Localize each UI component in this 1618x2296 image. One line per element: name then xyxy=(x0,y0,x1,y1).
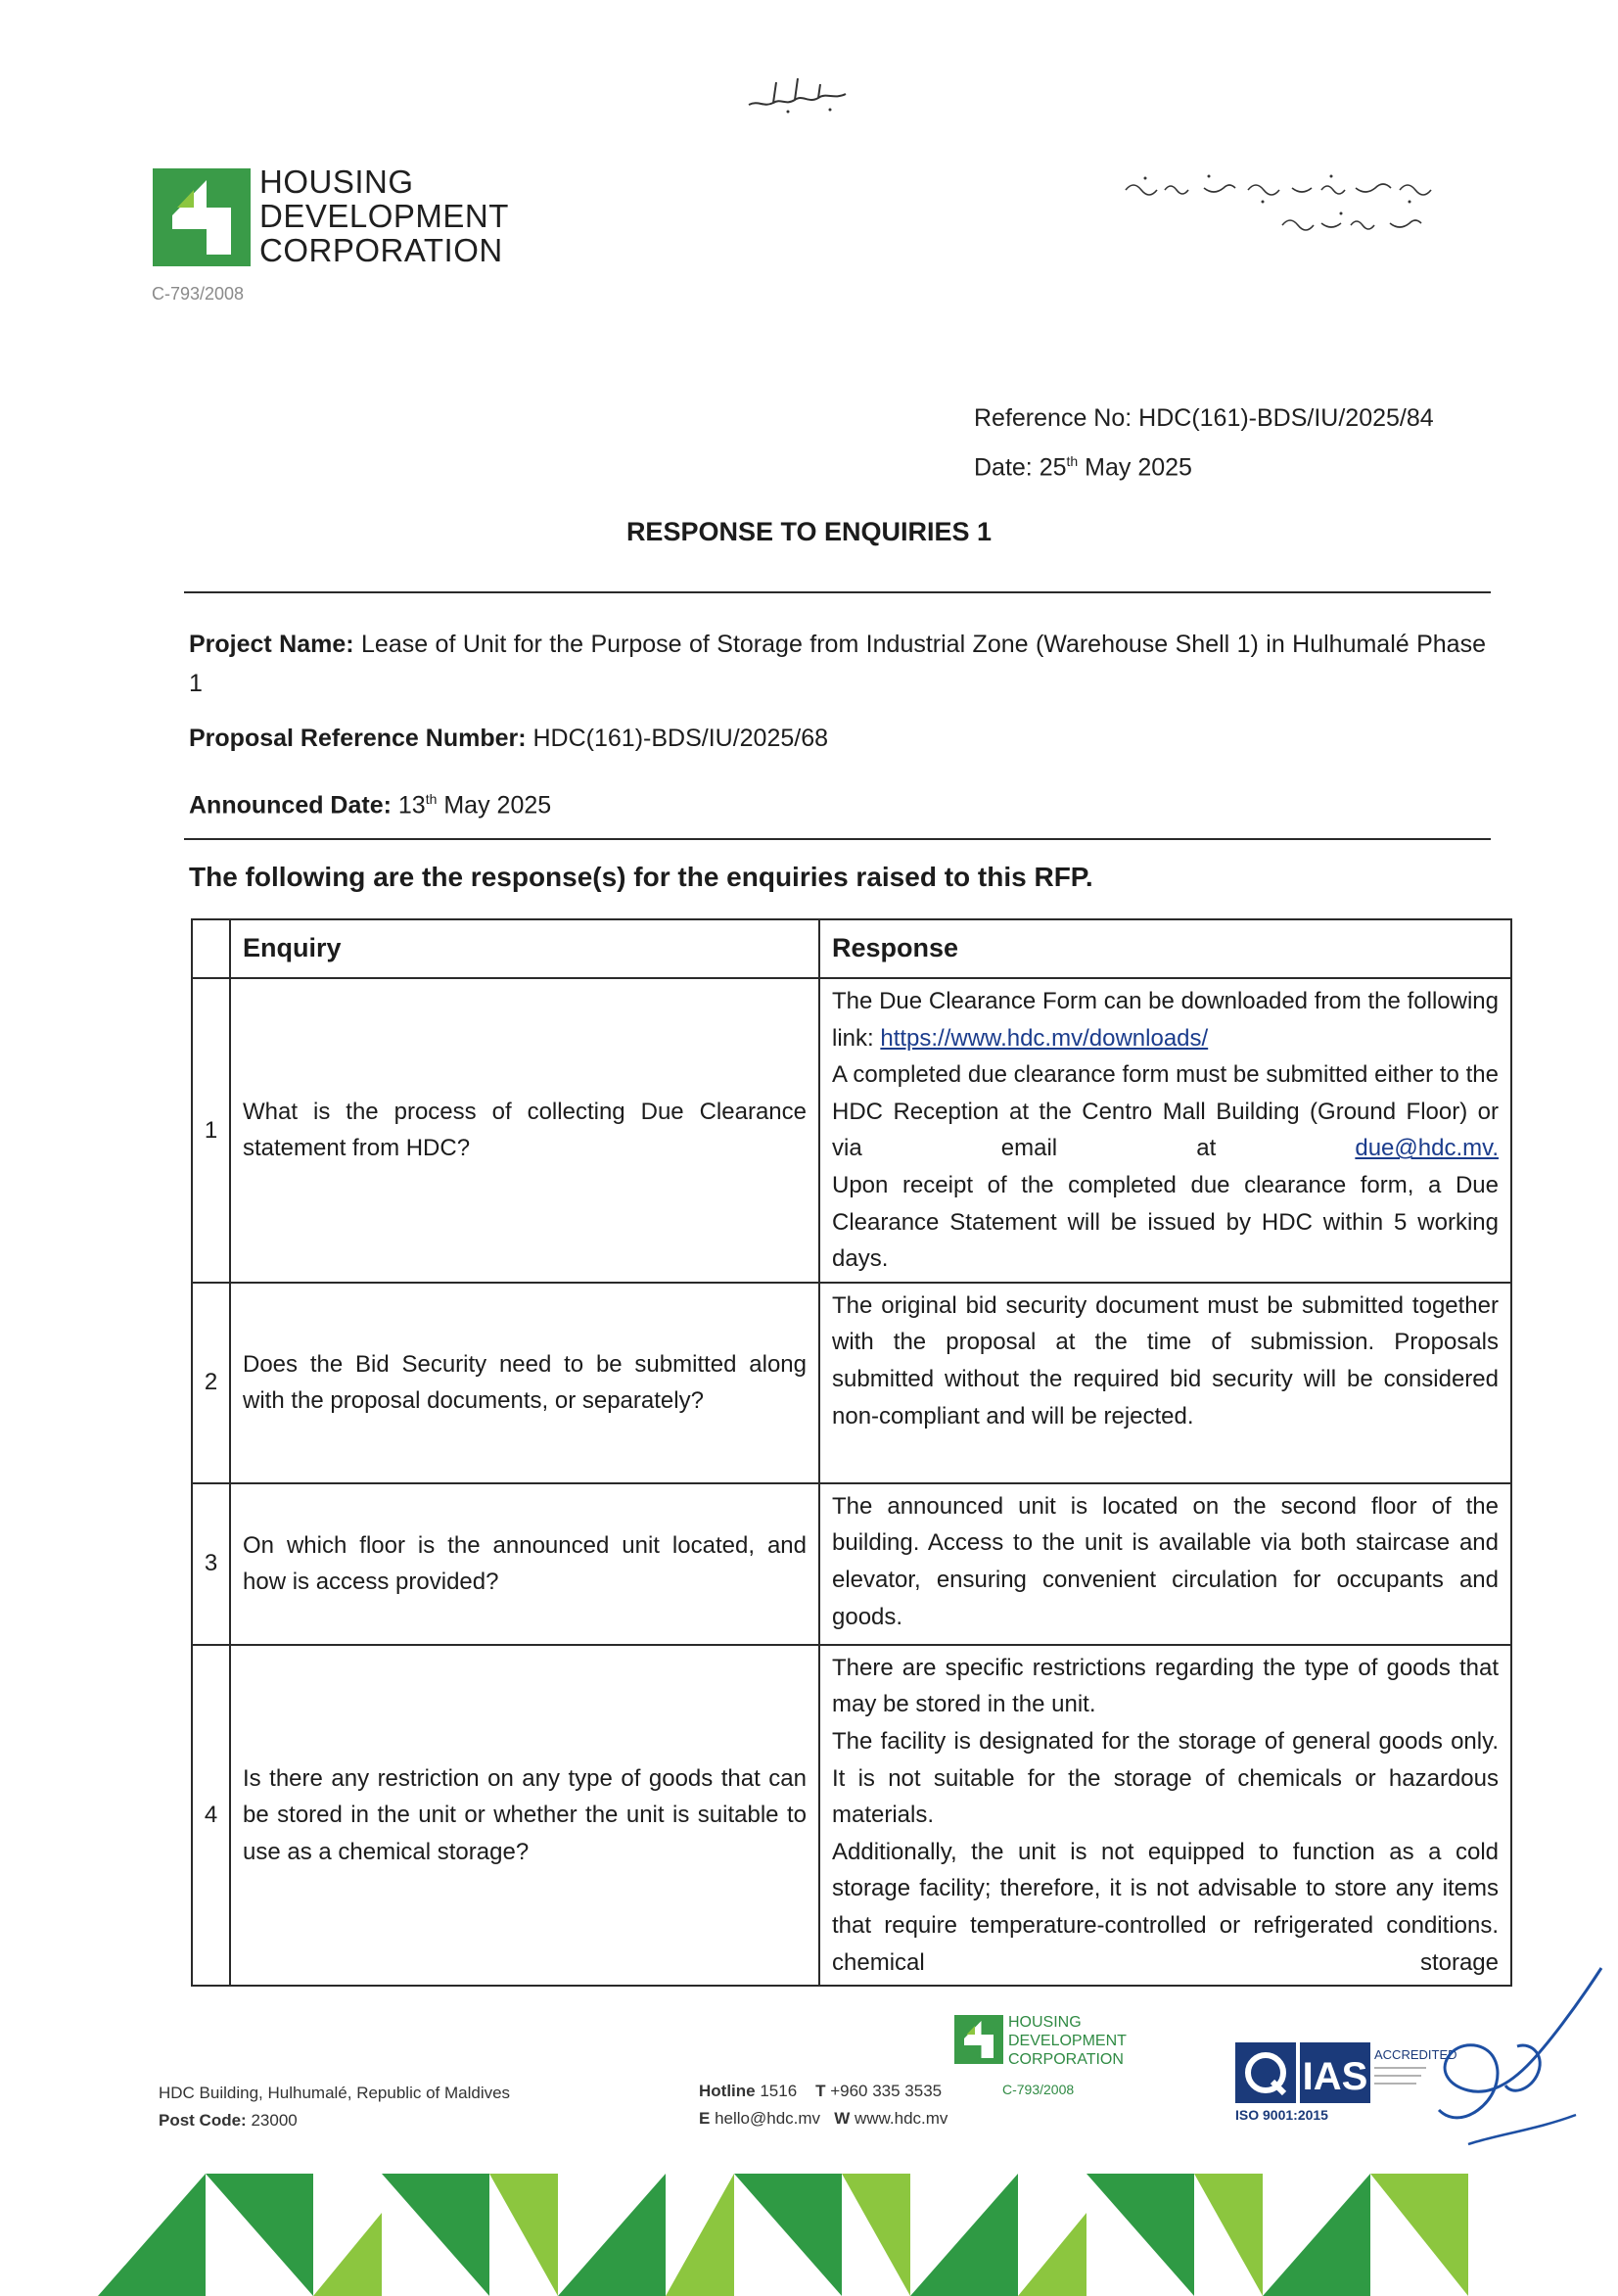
intro-text: The following are the response(s) for the enquiries raised to this RFP. xyxy=(189,862,1093,892)
address-line: HDC Building, Hulhumalé, Republic of Maldives xyxy=(159,2084,511,2102)
response-cell xyxy=(819,1483,1511,1645)
table-row xyxy=(192,1483,1511,1645)
enquiry-table xyxy=(191,918,1512,1987)
row-number: 1 xyxy=(192,978,230,1283)
footer-reg-code: C-793/2008 xyxy=(1002,2082,1075,2097)
email-link[interactable]: hello@hdc.mv xyxy=(715,2109,821,2128)
org-name-line1: HOUSING xyxy=(259,164,414,200)
row-number: 2 xyxy=(192,1283,230,1483)
project-name: Project Name: Lease of Unit for the Purpose of Storage from Industrial Zone (Warehouse Shell 1) in Hulhumalé Phase 1 xyxy=(189,631,1486,697)
enquiry-cell: What is the process of collecting Due Clearance statement from HDC? xyxy=(230,978,819,1283)
response-paragraph: The facility is designated for the storage of general goods only. It is not suitable for the storage of chemicals or hazardous materials. xyxy=(832,1727,1499,1829)
response-cell xyxy=(819,1283,1511,1483)
downloads-link[interactable]: https://www.hdc.mv/downloads/ xyxy=(880,1024,1209,1052)
signature-icon xyxy=(1410,1948,1605,2154)
response-paragraph: The original bid security document must be submitted together with the proposal at the time of submission. Proposals submitted without the required bid security will be considered non-compliant and will be rejected. xyxy=(832,1291,1499,1429)
response-paragraph: A completed due clearance form must be submitted either to the HDC Reception at the Centro Mall Building (Ground Floor) or via email at due@hdc.mv. xyxy=(832,1061,1500,1162)
response-paragraph: The Due Clearance Form can be downloaded from the following link: https://www.hdc.mv/downloads/ xyxy=(832,988,1499,1052)
table-header-row xyxy=(192,919,1511,978)
response-cell xyxy=(819,1645,1511,1986)
reference-block xyxy=(974,397,1434,489)
reference-number: Reference No: HDC(161)-BDS/IU/2025/84 xyxy=(974,404,1434,432)
website-link[interactable]: www.hdc.mv xyxy=(855,2109,948,2128)
enquiry-cell: Is there any restriction on any type of goods that can be stored in the unit or whether the unit is suitable to use as a chemical storage? xyxy=(230,1645,819,1986)
announced-date: Announced Date: 13th May 2025 xyxy=(189,791,552,820)
response-cell xyxy=(819,978,1511,1283)
registration-code: C-793/2008 xyxy=(152,284,245,304)
response-paragraph: The announced unit is located on the second floor of the building. Access to the unit is available via both staircase and elevator, ensuring convenient circulation for occupants and goods. xyxy=(832,1492,1499,1630)
svg-text:IAS: IAS xyxy=(1302,2055,1368,2098)
enquiry-cell: Does the Bid Security need to be submitted along with the proposal documents, or separately? xyxy=(230,1283,819,1483)
org-name-line3: CORPORATION xyxy=(259,232,503,268)
header-response: Response xyxy=(819,919,1511,978)
footer-hdc-logo-icon xyxy=(954,2015,1003,2064)
footer-contacts: Hotline 1516 T +960 335 3535 E hello@hdc.mv W www.hdc.mv xyxy=(699,2082,948,2128)
reference-date: Date: 25th May 2025 xyxy=(974,453,1192,482)
table-row xyxy=(192,1283,1511,1483)
table-row xyxy=(192,1645,1511,1986)
org-name xyxy=(259,164,509,267)
row-number: 3 xyxy=(192,1483,230,1645)
svg-text:ACCREDITED: ACCREDITED xyxy=(1374,2047,1457,2062)
document-title: RESPONSE TO ENQUIRIES 1 xyxy=(625,517,993,546)
footer-org-name: HOUSING DEVELOPMENT CORPORATION xyxy=(1008,2014,1127,2068)
org-name-line2: DEVELOPMENT xyxy=(259,198,509,234)
due-email-link[interactable]: due@hdc.mv. xyxy=(1355,1135,1500,1162)
proposal-reference: Proposal Reference Number: HDC(161)-BDS/IU/2025/68 xyxy=(189,725,829,752)
divider-middle xyxy=(184,838,1491,840)
response-paragraph: Additionally, the unit is not equipped to function as a cold storage facility; therefore, it is not advisable to store any items that require temperature-controlled or refrigerated conditions. chemical storage xyxy=(832,1838,1499,1976)
response-paragraph: Upon receipt of the completed due clearance form, a Due Clearance Statement will be issued by HDC within 5 working days. xyxy=(832,1171,1499,1273)
header-no xyxy=(192,919,230,978)
table-row xyxy=(192,978,1511,1283)
iso-certification: ISO 9001:2015 xyxy=(1235,2107,1328,2123)
row-number: 4 xyxy=(192,1645,230,1986)
bismillah-calligraphy xyxy=(744,70,852,119)
header-enquiry: Enquiry xyxy=(230,919,819,978)
decorative-triangle-band xyxy=(98,2154,1520,2296)
enquiry-cell: On which floor is the announced unit located, and how is access provided? xyxy=(230,1483,819,1645)
divider-top xyxy=(184,591,1491,593)
dhivehi-org-name-script xyxy=(1116,168,1458,242)
response-paragraph: There are specific restrictions regarding the type of goods that may be stored in the unit. xyxy=(832,1654,1499,1718)
hdc-logo-icon xyxy=(153,168,251,266)
footer-address xyxy=(159,2080,510,2134)
post-code: Post Code: 23000 xyxy=(159,2111,298,2130)
